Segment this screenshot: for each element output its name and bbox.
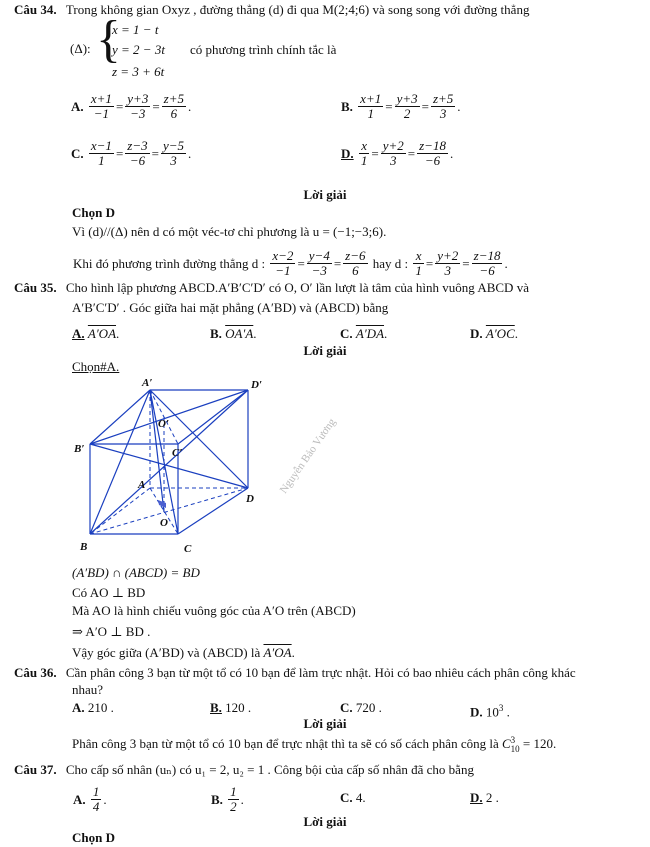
seg-b-dp: [90, 390, 248, 534]
q36-option-a[interactable]: A. 210 .: [72, 700, 114, 715]
q35-stem1: Cho hình lập phương ABCD.A′B′C′D′ có O, O′ lần lượt là tâm của hình vuông ABCD và: [65, 280, 529, 295]
q34-option-b[interactable]: B. $\frac{x+1}{1}$ = $\frac{y+3}{2}$ = $\frac{z+5}{3}$ .: [341, 91, 461, 121]
q36-option-b[interactable]: B. 120 .: [210, 700, 252, 715]
q36-line1: [14, 665, 576, 681]
fig-label-d: D: [246, 493, 254, 505]
q37-option-a[interactable]: A. $\frac{1}{4}$ .: [73, 784, 107, 814]
fig-label-dp: D′: [251, 379, 263, 391]
fig-label-cp: C′: [172, 447, 183, 459]
q34-sol2: Khi đó phương trình đường thẳng d : $\frac{x-2}{-1}$ = $\frac{y-4}{-3}$ = $\frac{z-6}{6}$ hay d : $\frac{x}{1}$ = $\frac{y+2}{3}$ = $\frac{z-18}{-6}$ .: [73, 248, 508, 278]
q36-stem1: Cần phân công 3 bạn từ một tổ có 10 bạn để làm trực nhật. Hỏi có bao nhiêu cách phân công khác: [65, 665, 576, 680]
q35-option-d[interactable]: D. A′OC.: [470, 326, 518, 341]
fig-label-op: O′: [158, 418, 170, 430]
q37-loigiai: Lời giải: [303, 814, 347, 829]
q34-stem: Trong không gian Oxyz , đường thẳng (d) đi qua M(2;4;6) và song song với đường thẳng: [65, 2, 530, 17]
q35-s3: Mà AO là hình chiếu vuông góc của A′O trên (ABCD): [72, 603, 356, 618]
fig-label-c: C: [184, 543, 192, 555]
edge-dp-cp: [178, 390, 248, 444]
q36-option-d[interactable]: D. $10^3$ .: [470, 703, 510, 720]
q36-label: Câu 36.: [14, 665, 57, 680]
watermark: Nguyễn Bảo Vương: [277, 416, 339, 496]
edge-c-d: [178, 488, 248, 534]
fig-label-b: B: [80, 541, 88, 553]
q34-sys-tail: có phương trình chính tắc là: [190, 42, 337, 57]
seg-ap-b: [90, 390, 150, 534]
q37-chon: Chọn D: [72, 830, 115, 845]
q35-s5: Vậy góc giữa (A′BD) và (ABCD) là A′OA.: [72, 645, 295, 660]
q35-chon: Chọn#A.: [72, 359, 120, 374]
q35-label: Câu 35.: [14, 280, 57, 295]
seg-bp-d: [90, 444, 248, 488]
q35-option-a[interactable]: A. A′OA.: [72, 326, 120, 341]
fig-label-bp: B′: [74, 443, 85, 455]
seg-bp-dp: [90, 390, 248, 444]
q37-option-d[interactable]: D. 2 .: [470, 790, 499, 805]
q34-chon: Chọn D: [72, 205, 115, 220]
q35-loigiai: Lời giải: [303, 343, 347, 358]
q35-stem2: A′B′C′D′ . Góc giữa hai mặt phẳng (A′BD) và (ABCD) bằng: [72, 300, 389, 315]
q34-loigiai: Lời giải: [303, 187, 347, 202]
q34-option-d[interactable]: D. $\frac{x}{1}$ = $\frac{y+2}{3}$ = $\frac{z-18}{-6}$ .: [341, 138, 454, 168]
q34-system-brace: {: [96, 11, 121, 68]
q36-option-c[interactable]: C. 720 .: [340, 700, 382, 715]
q34-option-c[interactable]: C. $\frac{x-1}{1}$ = $\frac{z-3}{-6}$ = $\frac{y-5}{3}$ .: [71, 138, 192, 168]
q37-option-b[interactable]: B. $\frac{1}{2}$ .: [211, 784, 244, 814]
hidden-b-d: [90, 488, 248, 534]
q34-option-a[interactable]: A. $\frac{x+1}{-1}$ = $\frac{y+3}{-3}$ = $\frac{z+5}{6}$ .: [71, 91, 192, 121]
q35-s4: ⇒ A′O ⊥ BD .: [72, 624, 151, 639]
q37-stem: Cho cấp số nhân (uₙ) có u₁ = 2, u₂ = 1 . Công bội của cấp số nhân đã cho bằng: [65, 762, 474, 777]
q34-label: Câu 34.: [14, 2, 57, 17]
q34-line: [14, 2, 529, 18]
q36-loigiai: Lời giải: [303, 716, 347, 731]
q36-stem2: nhau?: [72, 682, 104, 697]
q37-line1: [14, 762, 474, 778]
q34-system-label: (Δ):: [70, 41, 91, 56]
q34-sys1: x = 1 − t: [112, 22, 159, 37]
q37-option-c[interactable]: C. 4.: [340, 790, 366, 805]
q37-label: Câu 37.: [14, 762, 57, 777]
fig-label-ap: A′: [142, 377, 153, 389]
cube-figure: [70, 376, 370, 576]
edge-ap-bp: [90, 390, 150, 444]
q34-sol1: Vì (d)//(Δ) nên d có một véc-tơ chỉ phương là u = (−1;−3;6).: [72, 224, 387, 239]
q35-line1: [14, 280, 529, 296]
q36-sol: Phân công 3 bạn từ một tổ có 10 bạn để trực nhật thì ta sẽ có số cách phân công là C 3 10 = 120.: [72, 735, 557, 755]
fig-label-a: A: [138, 479, 146, 491]
q34-sys2: y = 2 − 3t: [112, 42, 165, 57]
fig-label-o: O: [160, 517, 168, 529]
q35-s2: Có AO ⊥ BD: [72, 585, 146, 600]
q35-option-b[interactable]: B. OA′A.: [210, 326, 257, 341]
q35-option-c[interactable]: C. A′DA.: [340, 326, 388, 341]
q34-sys3: z = 3 + 6t: [112, 64, 165, 79]
q35-s1: (A′BD) ∩ (ABCD) = BD: [72, 565, 200, 580]
seg-ap-d: [150, 390, 248, 488]
